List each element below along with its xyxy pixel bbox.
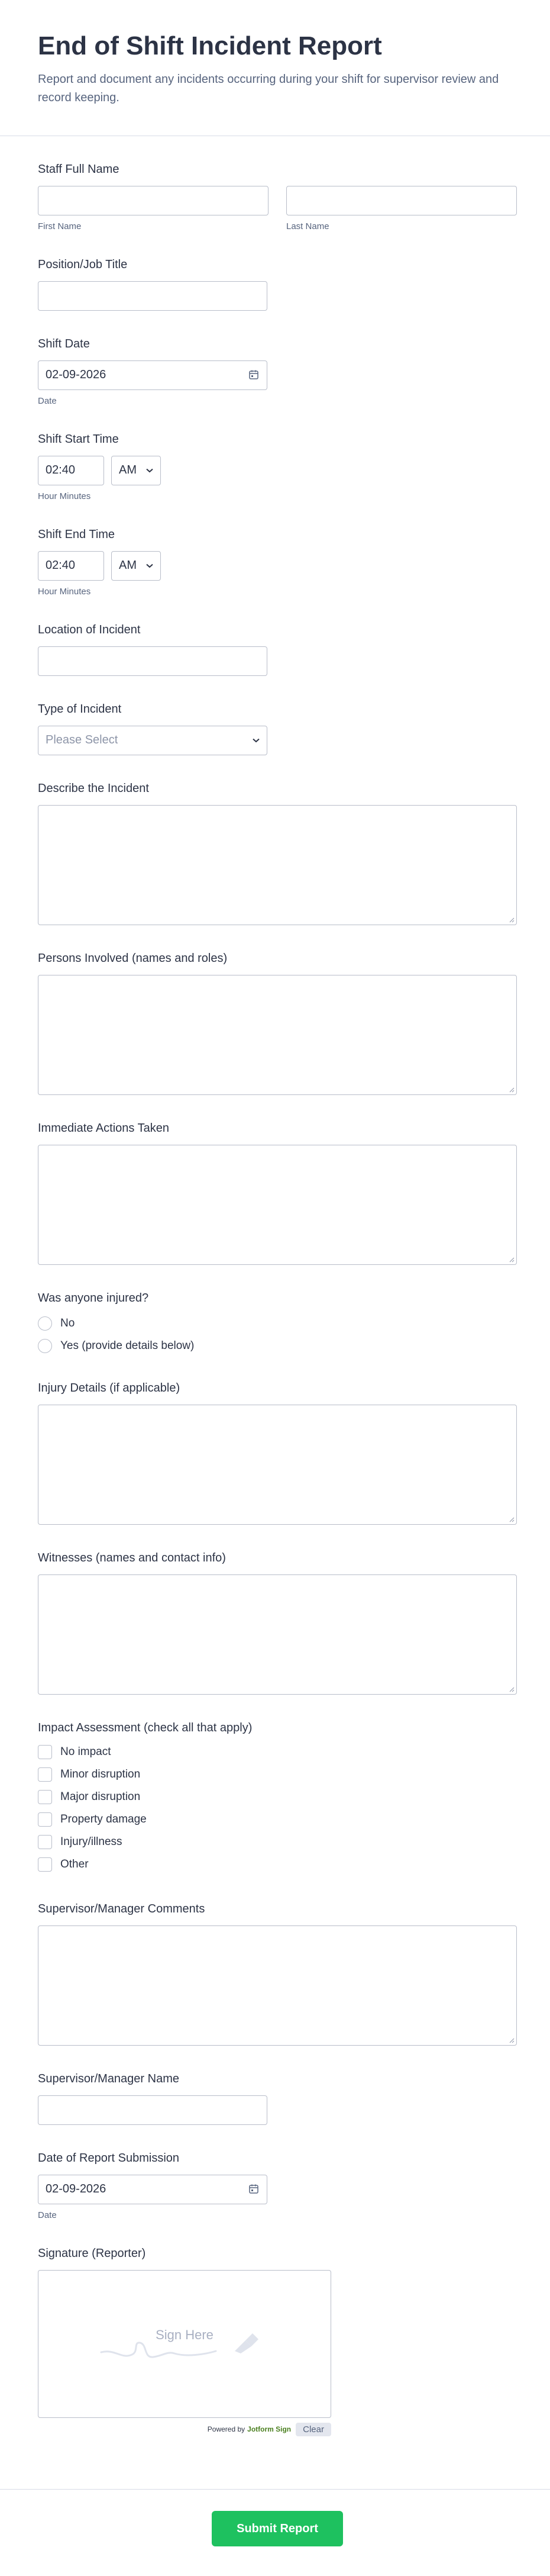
resize-handle-icon[interactable] bbox=[509, 1257, 515, 1263]
shift-start-ampm-select[interactable] bbox=[111, 456, 161, 485]
option-label: Major disruption bbox=[60, 1790, 141, 1803]
injury-details-field bbox=[38, 1381, 512, 1525]
option-label: Injury/illness bbox=[60, 1835, 122, 1848]
chevron-down-icon bbox=[146, 564, 153, 568]
first-name-input[interactable] bbox=[38, 186, 268, 215]
incident-type-placeholder: Please Select bbox=[46, 733, 118, 747]
first-name-sublabel: First Name bbox=[38, 221, 82, 231]
report-date-input[interactable] bbox=[38, 2175, 267, 2204]
form-subtitle: Report and document any incidents occurring during your shift for supervisor review and record keeping. bbox=[38, 72, 499, 104]
actions-field bbox=[38, 1121, 512, 1265]
resize-handle-icon[interactable] bbox=[509, 1686, 515, 1692]
impact-option[interactable] bbox=[38, 1808, 512, 1831]
actions-label: Immediate Actions Taken bbox=[38, 1121, 169, 1135]
form-body bbox=[0, 136, 550, 2436]
position-label: Position/Job Title bbox=[38, 257, 128, 271]
impact-option[interactable] bbox=[38, 1741, 512, 1763]
impact-field bbox=[38, 1721, 512, 1876]
report-date-sublabel: Date bbox=[38, 2210, 57, 2220]
incident-type-label: Type of Incident bbox=[38, 702, 122, 716]
option-label: No bbox=[60, 1316, 75, 1329]
injured-field bbox=[38, 1291, 512, 1357]
describe-field bbox=[38, 781, 512, 925]
signature-field bbox=[38, 2246, 512, 2436]
report-date-field bbox=[38, 2151, 512, 2220]
option-label: Minor disruption bbox=[60, 1767, 141, 1780]
witnesses-textarea[interactable] bbox=[38, 1574, 517, 1695]
witnesses-label: Witnesses (names and contact info) bbox=[38, 1551, 226, 1564]
option-label: No impact bbox=[60, 1745, 111, 1758]
supervisor-comments-textarea[interactable] bbox=[38, 1925, 517, 2046]
supervisor-name-field bbox=[38, 2072, 512, 2125]
injury-details-textarea[interactable] bbox=[38, 1405, 517, 1525]
calendar-icon[interactable] bbox=[248, 369, 259, 380]
shift-date-input[interactable] bbox=[38, 360, 267, 390]
last-name-sublabel: Last Name bbox=[286, 221, 329, 231]
shift-end-sublabel: Hour Minutes bbox=[38, 586, 91, 597]
persons-textarea[interactable] bbox=[38, 975, 517, 1095]
signature-label: Signature (Reporter) bbox=[38, 2246, 146, 2260]
signature-pad[interactable] bbox=[38, 2270, 331, 2418]
incident-type-field bbox=[38, 702, 512, 755]
resize-handle-icon[interactable] bbox=[509, 1087, 515, 1093]
option-label: Yes (provide details below) bbox=[60, 1339, 195, 1352]
calendar-icon[interactable] bbox=[248, 2184, 259, 2194]
checkbox[interactable] bbox=[38, 1812, 52, 1827]
position-input[interactable] bbox=[38, 281, 267, 311]
supervisor-comments-label: Supervisor/Manager Comments bbox=[38, 1902, 205, 1915]
shift-end-label: Shift End Time bbox=[38, 527, 115, 541]
impact-option[interactable] bbox=[38, 1786, 512, 1808]
location-label: Location of Incident bbox=[38, 623, 141, 636]
injured-option-no[interactable] bbox=[38, 1312, 512, 1335]
impact-option[interactable] bbox=[38, 1763, 512, 1786]
injured-option-yes[interactable] bbox=[38, 1335, 512, 1357]
describe-textarea[interactable] bbox=[38, 805, 517, 925]
checkbox[interactable] bbox=[38, 1835, 52, 1849]
shift-start-field bbox=[38, 432, 512, 501]
shift-start-sublabel: Hour Minutes bbox=[38, 491, 91, 501]
staff-name-field bbox=[38, 162, 512, 231]
form-footer bbox=[0, 2489, 550, 2535]
shift-end-field bbox=[38, 527, 512, 597]
supervisor-name-label: Supervisor/Manager Name bbox=[38, 2072, 179, 2085]
shift-start-time-input[interactable] bbox=[38, 456, 104, 485]
position-field bbox=[38, 257, 512, 311]
injured-label: Was anyone injured? bbox=[38, 1291, 149, 1305]
form-header bbox=[0, 0, 550, 136]
staff-name-label: Staff Full Name bbox=[38, 162, 119, 176]
shift-date-label: Shift Date bbox=[38, 337, 90, 350]
incident-type-select[interactable] bbox=[38, 726, 267, 755]
jotform-sign-brand: Jotform Sign bbox=[247, 2425, 292, 2434]
injury-details-label: Injury Details (if applicable) bbox=[38, 1381, 180, 1395]
sign-here-placeholder: Sign Here bbox=[156, 2327, 213, 2342]
supervisor-name-input[interactable] bbox=[38, 2095, 267, 2125]
resize-handle-icon[interactable] bbox=[509, 1516, 515, 1522]
impact-label: Impact Assessment (check all that apply) bbox=[38, 1721, 253, 1734]
radio-button[interactable] bbox=[38, 1339, 52, 1353]
form-title: End of Shift Incident Report bbox=[38, 31, 382, 60]
checkbox[interactable] bbox=[38, 1745, 52, 1759]
powered-by-text: Powered by bbox=[207, 2425, 245, 2434]
checkbox[interactable] bbox=[38, 1767, 52, 1782]
shift-date-field bbox=[38, 337, 512, 406]
witnesses-field bbox=[38, 1551, 512, 1695]
shift-start-ampm-value: AM bbox=[119, 463, 137, 477]
checkbox[interactable] bbox=[38, 1857, 52, 1872]
last-name-input[interactable] bbox=[286, 186, 517, 215]
resize-handle-icon[interactable] bbox=[509, 917, 515, 923]
checkbox[interactable] bbox=[38, 1790, 52, 1804]
persons-field bbox=[38, 951, 512, 1095]
persons-label: Persons Involved (names and roles) bbox=[38, 951, 228, 965]
impact-option[interactable] bbox=[38, 1831, 512, 1853]
chevron-down-icon bbox=[146, 468, 153, 473]
location-input[interactable] bbox=[38, 646, 267, 676]
shift-date-sublabel: Date bbox=[38, 395, 57, 406]
shift-end-time-input[interactable] bbox=[38, 551, 104, 581]
submit-button[interactable]: Submit Report bbox=[212, 2511, 343, 2546]
clear-signature-button[interactable]: Clear bbox=[296, 2423, 331, 2436]
actions-textarea[interactable] bbox=[38, 1145, 517, 1265]
shift-end-ampm-select[interactable] bbox=[111, 551, 161, 581]
signature-footer bbox=[38, 2423, 331, 2436]
supervisor-comments-field bbox=[38, 1902, 512, 2046]
location-field bbox=[38, 623, 512, 676]
resize-handle-icon[interactable] bbox=[509, 2037, 515, 2043]
chevron-down-icon bbox=[253, 738, 260, 743]
shift-end-ampm-value: AM bbox=[119, 559, 137, 572]
option-label: Property damage bbox=[60, 1812, 147, 1825]
option-label: Other bbox=[60, 1857, 89, 1870]
radio-button[interactable] bbox=[38, 1316, 52, 1331]
shift-start-label: Shift Start Time bbox=[38, 432, 119, 446]
describe-label: Describe the Incident bbox=[38, 781, 149, 795]
impact-option[interactable] bbox=[38, 1853, 512, 1876]
report-date-label: Date of Report Submission bbox=[38, 2151, 180, 2165]
